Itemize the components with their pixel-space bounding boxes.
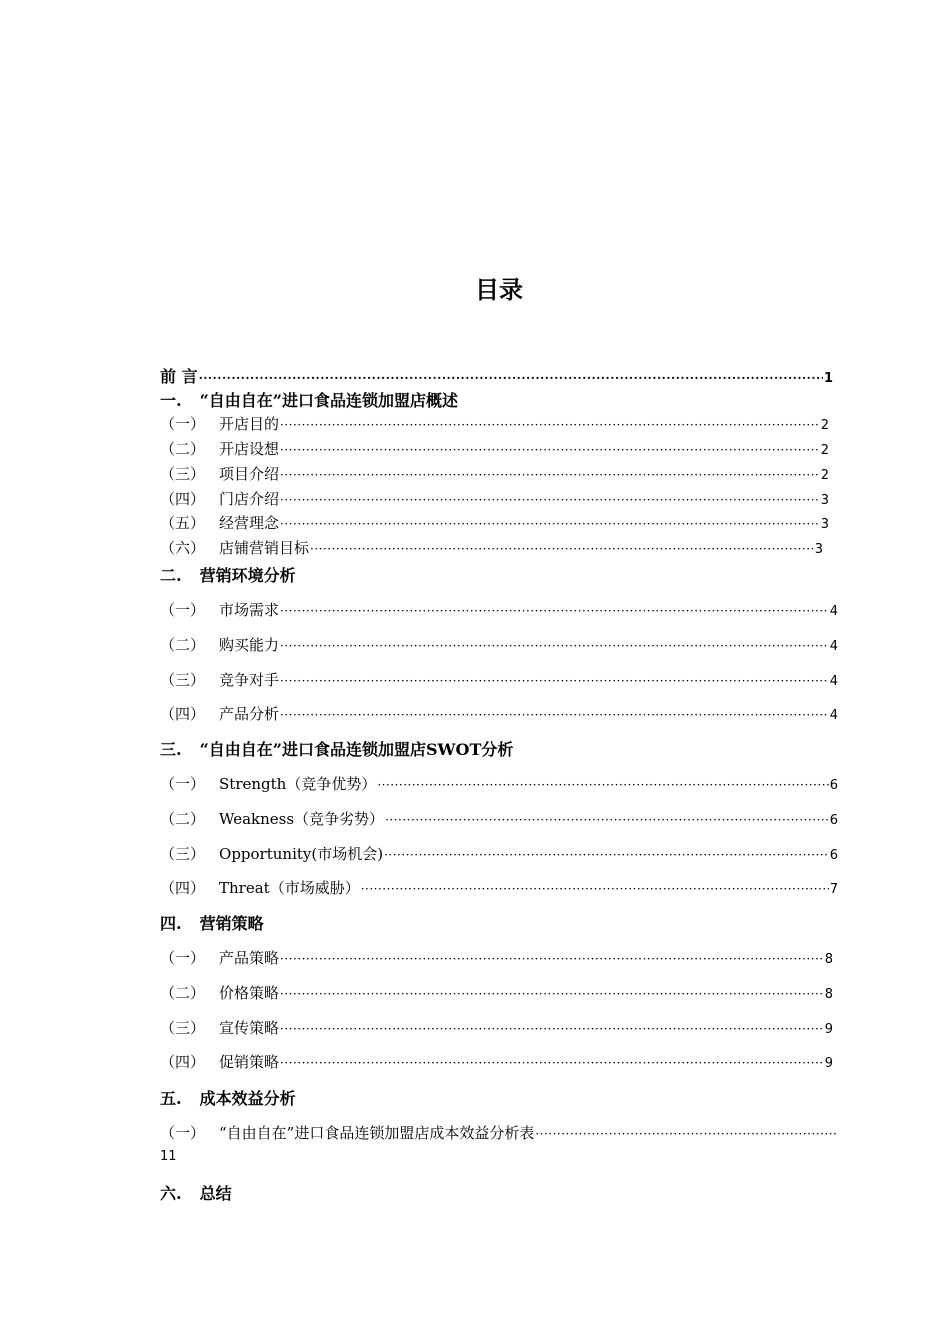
toc-heading[interactable] xyxy=(160,563,296,585)
toc-entry-title: Threat（市场威胁） xyxy=(219,879,360,897)
dot-leader xyxy=(310,542,814,556)
toc-entry-number: 五. xyxy=(160,1089,182,1108)
toc-entry-title: 促销策略 xyxy=(219,1053,280,1071)
dot-leader xyxy=(280,674,829,688)
toc-entry-number: （一） xyxy=(160,415,206,433)
toc-entry-title: 购买能力 xyxy=(219,636,280,654)
toc-page-number: 3 xyxy=(820,517,829,532)
toc-entry-number: （三） xyxy=(160,1019,206,1037)
toc-entry-number: （四） xyxy=(160,490,206,508)
toc-entry[interactable] xyxy=(160,669,838,691)
toc-entry-number: （四） xyxy=(160,705,206,723)
toc-entry-title: “自由自在”进口食品连锁加盟店成本效益分析表 xyxy=(219,1124,535,1142)
toc-page-number: 6 xyxy=(829,848,838,863)
toc-entry-number: 四. xyxy=(160,914,182,933)
toc-page-number: 3 xyxy=(820,493,829,508)
toc-page-number: 8 xyxy=(824,952,833,967)
toc-heading[interactable] xyxy=(160,737,513,759)
toc-page-number: 6 xyxy=(829,813,838,828)
toc-entry[interactable] xyxy=(160,947,833,969)
dot-leader xyxy=(280,639,829,653)
toc-entry[interactable] xyxy=(160,982,833,1004)
toc-entry-number: （一） xyxy=(160,601,206,619)
toc-entry[interactable] xyxy=(160,634,838,656)
toc-entry[interactable] xyxy=(160,463,829,485)
dot-leader xyxy=(280,987,824,1001)
toc-page-number: 4 xyxy=(829,604,838,619)
toc-entry-number: （五） xyxy=(160,514,206,532)
dot-leader xyxy=(280,604,829,618)
dot-leader xyxy=(280,468,820,482)
toc-entry-title: Opportunity(市场机会) xyxy=(219,845,384,863)
dot-leader xyxy=(384,848,829,862)
toc-entry-title: 价格策略 xyxy=(219,984,280,1002)
toc-entry-number: 三. xyxy=(160,740,182,759)
toc-heading[interactable] xyxy=(160,1086,296,1108)
toc-entry[interactable] xyxy=(160,537,823,559)
toc-entry[interactable] xyxy=(160,413,829,435)
dot-leader xyxy=(280,418,820,432)
toc-entry-number: （二） xyxy=(160,984,206,1002)
toc-entry-number: （六） xyxy=(160,539,206,557)
toc-entry-title: “自由自在”进口食品连锁加盟店SWOT分析 xyxy=(199,740,514,759)
dot-leader xyxy=(280,493,820,507)
toc-entry-number: （三） xyxy=(160,845,206,863)
toc-entry-number: 一. xyxy=(160,391,182,410)
toc-heading[interactable] xyxy=(160,388,458,410)
toc-heading[interactable] xyxy=(160,364,833,386)
toc-entry[interactable] xyxy=(160,808,838,830)
dot-leader xyxy=(280,1056,824,1070)
toc-entry[interactable] xyxy=(160,599,838,621)
toc-entry[interactable] xyxy=(160,877,838,899)
toc-entry-title: 总结 xyxy=(199,1184,232,1203)
toc-entry[interactable] xyxy=(160,488,829,510)
toc-page-number: 6 xyxy=(829,778,838,793)
toc-entry-title: 开店设想 xyxy=(219,440,280,458)
toc-page-number: 3 xyxy=(814,542,823,557)
toc-entry-number: 六. xyxy=(160,1184,182,1203)
dot-leader xyxy=(280,1022,824,1036)
dot-leader xyxy=(199,371,823,385)
toc-entry[interactable] xyxy=(160,843,838,865)
toc-entry[interactable] xyxy=(160,1122,838,1144)
toc-page-number: 8 xyxy=(824,987,833,1002)
toc-entry-title: “自由自在”进口食品连锁加盟店概述 xyxy=(199,391,458,410)
toc-entry-number: 二. xyxy=(160,566,182,585)
toc-page-number: 4 xyxy=(829,674,838,689)
toc-entry-title: 开店目的 xyxy=(219,415,280,433)
toc-entry-number: （四） xyxy=(160,879,206,897)
toc-entry[interactable] xyxy=(160,1051,833,1073)
dot-leader xyxy=(280,443,820,457)
toc-entry-number: （三） xyxy=(160,465,206,483)
toc-entry-number: （一） xyxy=(160,949,206,967)
toc-entry-number: （三） xyxy=(160,671,206,689)
toc-entry-title: 项目介绍 xyxy=(219,465,280,483)
toc-entry-title: 成本效益分析 xyxy=(199,1089,296,1108)
dot-leader xyxy=(535,1127,837,1141)
toc-entry-title: 店铺营销目标 xyxy=(219,539,310,557)
toc-entry[interactable] xyxy=(160,438,829,460)
toc-entry[interactable] xyxy=(160,512,829,534)
dot-leader xyxy=(361,882,829,896)
toc-entry-title: 市场需求 xyxy=(219,601,280,619)
toc-page-number: 1 xyxy=(823,371,833,386)
dot-leader xyxy=(377,778,828,792)
dot-leader xyxy=(280,952,824,966)
toc-page-number: 9 xyxy=(824,1056,833,1071)
toc-entry-title: Strength（竞争优势） xyxy=(219,775,377,793)
toc-entry-number: （一） xyxy=(160,1124,206,1142)
toc-heading[interactable] xyxy=(160,911,264,933)
toc-entry-number: （一） xyxy=(160,775,206,793)
toc-page-number: 2 xyxy=(820,443,829,458)
toc-entry[interactable] xyxy=(160,703,838,725)
toc-entry-title: 门店介绍 xyxy=(219,490,280,508)
toc-page-number: 2 xyxy=(820,418,829,433)
toc-entry-title: Weakness（竞争劣势） xyxy=(219,810,385,828)
toc-entry-number: （四） xyxy=(160,1053,206,1071)
toc-entry-title: 产品策略 xyxy=(219,949,280,967)
toc-heading[interactable] xyxy=(160,1181,232,1203)
toc-entry[interactable] xyxy=(160,1017,833,1039)
toc-page-number: 4 xyxy=(829,639,838,654)
toc-page-number: 7 xyxy=(829,882,838,897)
toc-page-number: 9 xyxy=(824,1022,833,1037)
toc-entry-number: （二） xyxy=(160,810,206,828)
toc-page-number: 4 xyxy=(829,708,838,723)
page-title: 目录 xyxy=(475,276,523,304)
toc-entry-title: 营销策略 xyxy=(199,914,264,933)
toc-entry-number: 前 言 xyxy=(160,367,198,386)
dot-leader xyxy=(385,813,829,827)
toc-page-number-wrapped[interactable]: 11 xyxy=(160,1149,177,1164)
toc-entry-title: 营销环境分析 xyxy=(199,566,296,585)
toc-entry-number: （二） xyxy=(160,440,206,458)
toc-entry-title: 宣传策略 xyxy=(219,1019,280,1037)
dot-leader xyxy=(280,517,820,531)
toc-entry-title: 竞争对手 xyxy=(219,671,280,689)
toc-entry-number: （二） xyxy=(160,636,206,654)
toc-page-number: 2 xyxy=(820,468,829,483)
toc-entry-title: 产品分析 xyxy=(219,705,280,723)
toc-entry[interactable] xyxy=(160,773,838,795)
toc-entry-title: 经营理念 xyxy=(219,514,280,532)
dot-leader xyxy=(280,708,829,722)
